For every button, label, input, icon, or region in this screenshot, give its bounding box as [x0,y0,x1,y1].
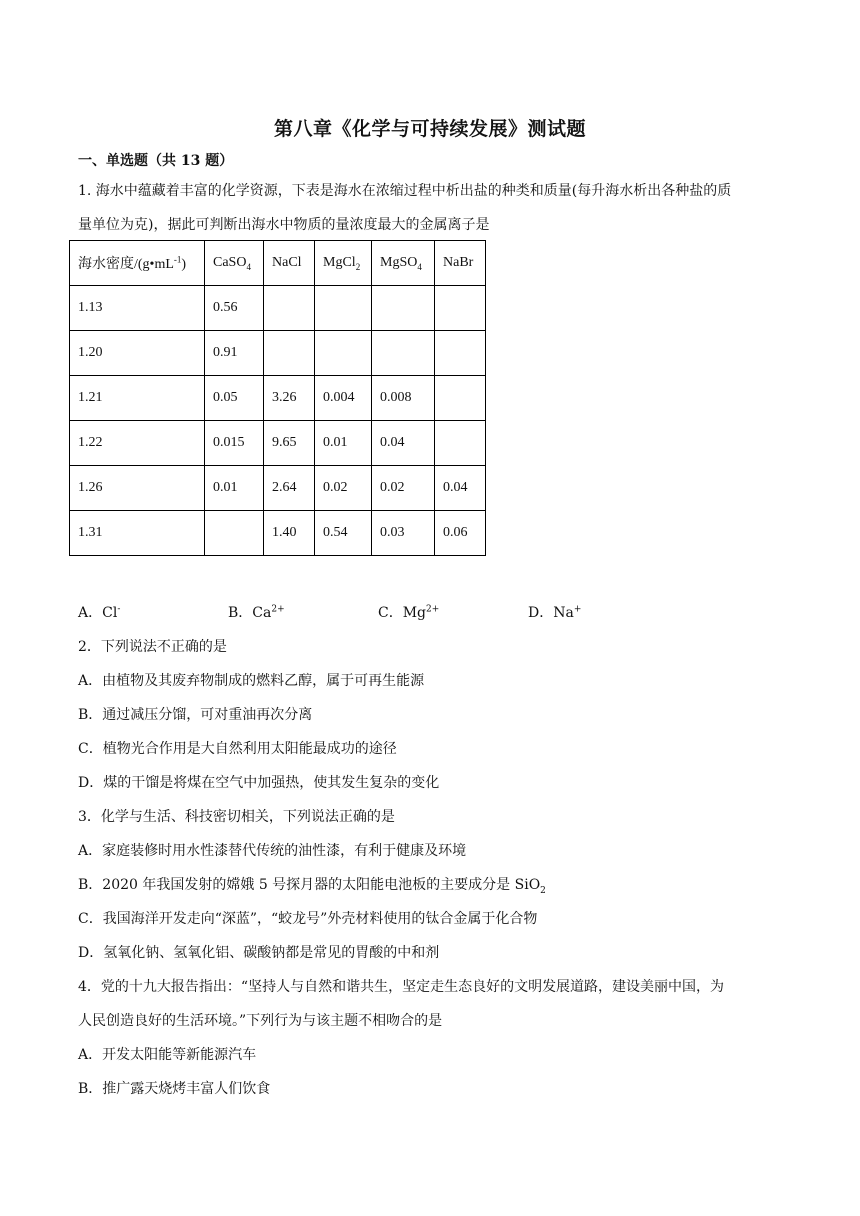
header-cell: NaBr [435,241,486,286]
table-cell: 1.20 [70,331,205,376]
q3-stem: 3．化学与生活、科技密切相关，下列说法正确的是 [78,809,395,825]
q2-option-c: C．植物光合作用是大自然利用太阳能最成功的途径 [78,741,397,757]
table-cell: 0.008 [372,376,435,421]
q4-stem-line1: 4．党的十九大报告指出：“坚持人与自然和谐共生，坚定走生态良好的文明发展道路，建设美丽中国，为 [78,979,725,995]
table-cell: 1.13 [70,286,205,331]
section-heading: 一、单选题（共 13 题） [78,153,234,169]
table-cell [315,331,372,376]
q2-option-d: D．煤的干馏是将煤在空气中加强热，使其发生复杂的变化 [78,775,440,791]
q3-option-d: D．氢氧化钠、氢氧化铝、碳酸钠都是常见的胃酸的中和剂 [78,945,440,961]
q3-option-b: B．2020 年我国发射的嫦娥 5 号探月器的太阳能电池板的主要成分是 SiO$_2$ [78,877,546,896]
table-row [70,286,486,331]
table-cell: 0.004 [315,376,372,421]
q4-option-a: A．开发太阳能等新能源汽车 [78,1047,257,1063]
table-cell [315,286,372,331]
table-cell [435,331,486,376]
table-cell [264,331,315,376]
header-cell: NaCl [264,241,315,286]
table-cell: 0.91 [205,331,264,376]
table-cell [435,376,486,421]
table-cell: 0.015 [205,421,264,466]
table-cell: 0.04 [372,421,435,466]
q4-stem-line2: 人民创造良好的生活环境。”下列行为与该主题不相吻合的是 [78,1013,443,1029]
table-cell: 1.21 [70,376,205,421]
table-cell: 0.56 [205,286,264,331]
table-cell: 1.31 [70,511,205,556]
header-cell: MgCl$_2$ [315,241,372,286]
page-title: 第八章《化学与可持续发展》测试题 [273,118,586,140]
table-cell: 1.26 [70,466,205,511]
table-cell: 0.01 [205,466,264,511]
q1-option-a: A．Cl- [78,604,121,621]
q2-option-a: A．由植物及其废弃物制成的燃料乙醇，属于可再生能源 [78,673,425,689]
table-cell: 0.54 [315,511,372,556]
table-cell: 3.26 [264,376,315,421]
q2-stem: 2．下列说法不正确的是 [78,639,227,655]
q4-option-b: B．推广露天烧烤丰富人们饮食 [78,1081,271,1097]
header-cell: MgSO$_4$ [372,241,435,286]
table-header-row [70,241,486,286]
table-cell: 0.02 [372,466,435,511]
table-cell: 0.01 [315,421,372,466]
q1-option-b: B．$Ca^{2+}$ [228,604,285,621]
table-cell [205,511,264,556]
table-cell: 0.03 [372,511,435,556]
table-cell: 9.65 [264,421,315,466]
table-row [70,466,486,511]
table-cell: 0.05 [205,376,264,421]
q1-stem-line2: 量单位为克)，据此可判断出海水中物质的量浓度最大的金属离子是 [78,217,490,233]
table-cell: 0.04 [435,466,486,511]
q3-option-c: C．我国海洋开发走向“深蓝”，“蛟龙号”外壳材料使用的钛合金属于化合物 [78,911,538,927]
table-row [70,331,486,376]
table-cell [435,421,486,466]
q1-option-d: D．Na+ [528,604,582,621]
table-cell [372,331,435,376]
table-cell [435,286,486,331]
table-row [70,421,486,466]
table-cell: 0.02 [315,466,372,511]
table-cell: 1.40 [264,511,315,556]
salt-precipitation-table [69,240,486,556]
table-cell [264,286,315,331]
q2-option-b: B．通过减压分馏，可对重油再次分离 [78,707,313,723]
table-cell: 2.64 [264,466,315,511]
table-cell: 0.06 [435,511,486,556]
table-cell [372,286,435,331]
q3-option-a: A．家庭装修时用水性漆替代传统的油性漆，有利于健康及环境 [78,843,467,859]
q1-stem-line1: 1. 海水中蕴藏着丰富的化学资源，下表是海水在浓缩过程中析出盐的种类和质量(每升海水析出各种盐的质 [78,183,732,199]
header-cell: CaSO$_4$ [205,241,264,286]
header-cell: 海水密度$/(g•mL^{-1})$ [70,241,205,286]
table-row [70,511,486,556]
table-cell: 1.22 [70,421,205,466]
table-row [70,376,486,421]
q1-option-c: C．$Mg^{2+}$ [378,604,440,621]
